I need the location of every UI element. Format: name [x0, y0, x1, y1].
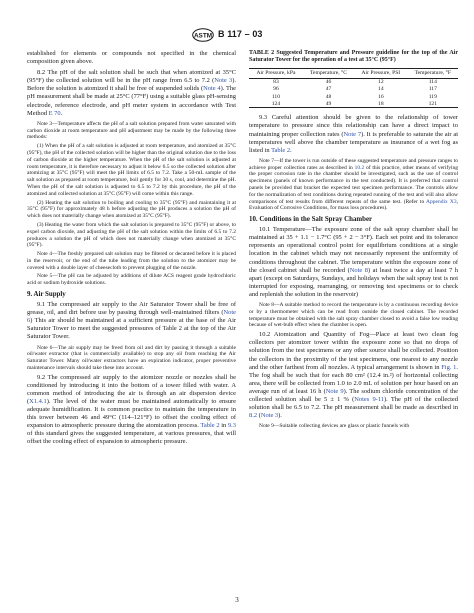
note-3-item-2: (2) Heating the salt solution to boiling and cooling to 35°C (95°F) and maintaining it at 35°C (95°F) for approximately 48 h before adjusting the pH produces a solution the pH of which does not materially change when atomized at 35°C (95°F).: [27, 199, 236, 220]
table-cell: 47: [325, 86, 332, 93]
note-4: Note 4—The freshly prepared salt solution may be filtered or decanted before it is placed in the reservoir, or the end of the tube leading from the solution to the atomizer may be covered with a double layer of cheesecloth to prevent plugging of the nozzle.: [27, 251, 236, 271]
paragraph-8-1-tail: established for elements or compounds not specified in the chemical composition given above.: [27, 50, 236, 66]
table-cell: 114: [428, 79, 437, 86]
link-10-2[interactable]: 10.2: [354, 164, 365, 171]
link-e70[interactable]: E 70: [48, 109, 61, 117]
table-header-row: [249, 68, 458, 78]
table-cell: 96: [273, 86, 279, 93]
note-3-item-3: (3) Heating the water from which the salt solution is prepared to 35°C (95°F) or above, to expel carbon dioxide, and adjusting the pH of the salt solution within the limits of 6.5 to 7.2 produces a solution the pH of which does not materially change when atomized at 35°C (95°F).: [27, 221, 236, 249]
page-number: 3: [235, 596, 239, 604]
table-cell: 121: [408, 100, 458, 108]
link-x1-4-1[interactable]: X1.4.1: [29, 398, 47, 406]
note-9: Note 9—Suitable collecting devices are glass or plastic funnels with: [259, 423, 410, 430]
paragraph-9-3: 9.3 Careful attention should be given to the relationship of tower temperature to pressure since this relationship can have a direct impact to maintaining proper collection rates (Note 7). It is preferable to saturate the air at temperatures well above the chamber temperature as insurance of a wet fog as listed in Table 2.: [249, 114, 459, 154]
note-6: Note 6—The air supply may be freed from oil and dirt by passing it through a suitable oil/water extractor (that is commercially available) to stop any oil from reaching the Air Saturator Tower. Many oil/water extractors have an expiration indicator, proper preventive maintenance intervals should take these into account.: [27, 344, 236, 371]
note-8: Note 8—A suitable method to record the temperature is by a continuous recording device or by a thermometer which can be read from outside the closed cabinet. The recorded temperature must be obtained with the salt spray chamber closed to avoid a false low reading because of wet-bulb effect when the chamber is open.: [249, 302, 458, 329]
link-table-2[interactable]: Table 2: [271, 146, 291, 154]
link-table-2[interactable]: Table 2: [200, 422, 220, 430]
note-5: Note 5—The pH can be adjusted by additions of dilute ACS reagent grade hydrochloric acid or sodium hydroxide solutions.: [27, 273, 236, 287]
table-cell: 14: [378, 86, 384, 93]
paragraph-10-1: 10.1 Temperature—The exposure zone of the salt spray chamber shall be maintained at 35 + 1.1 − 1.7°C (95 + 2 − 3°F). Each set point and its tolerance represents an operational control point for equilibrium conditions at a single location in the cabinet which may not necessarily represent the uniformity of conditions throughout the cabinet. The temperature within the exposure zone of the closed cabinet shall be recorded (Note 8) at least twice a day at least 7 h apart (except on Saturdays, Sundays, and holidays when the salt spray test is not interrupted for exposing, rearranging, or removing test specimens or to check and replenish the solution in the reservoir): [249, 226, 459, 298]
link-note-6[interactable]: Note 6: [27, 309, 236, 325]
note-3-item-1: (1) When the pH of a salt solution is adjusted at room temperature, and atomized at 35°C (95°F), the pH of the collected solution will be higher than the original solution due to the loss of carbon dioxide at the higher temperature. When the pH of the salt solution is adjusted at room temperature, it is therefore necessary to adjust it below 6.5 so the collected solution after atomizing at 35°C (95°F) will meet the pH limits of 6.5 to 7.2. Take a 50-mL sample of the salt solution as prepared at room temperature, boil gently for 30 s, cool, and determine the pH. When the pH of the salt solution is adjusted to 6.5 to 7.2 by this procedure, the pH of the atomized and collected solution at 35°C (95°F) will come within this range.: [27, 143, 236, 197]
link-fig-1[interactable]: Fig. 1: [441, 363, 457, 371]
table-cell: 117: [428, 86, 437, 93]
column-header: Air Pressure, PSI: [354, 68, 408, 78]
table-cell: 18: [354, 100, 408, 108]
link-8-2[interactable]: 8.2: [249, 412, 258, 420]
table-cell: 16: [378, 93, 384, 100]
left-column: [27, 50, 236, 450]
paragraph-8-2: 8.2 The pH of the salt solution shall be such that when atomized at 35°C (95°F) the collected solution will be in the pH range from 6.5 to 7.2 (Note 3). Before the solution is atomized it shall be free of suspended solids (Note 4). The pH measurement shall be made at 25°C (77°F) using a suitable glass pH-sensing electrode, reference electrode, and pH meter system in accordance with Test Method E 70.: [27, 69, 237, 117]
note-7: Note 7—If the tower is run outside of these suggested temperature and pressure ranges to achieve proper collection rates as described in 10.2 of this practice, other means of verifying the proper corrosion rate in the chamber should be investigated, such as the use of control specimens (panels of known performance in the test conducted). It is preferred that control panels be provided that bracket the expected test specimen performance. The controls allow for the normalization of test conditions during repeated running of the test and will also allow comparisons of test results from different repeats of the same test. (Refer to Appendix X3, Evaluation of Corrosive Conditions, for mass loss procedures).: [249, 157, 458, 212]
table-cell: 110: [271, 93, 281, 100]
table-cell: 48: [325, 93, 332, 100]
column-header: Temperature, °F: [408, 68, 458, 78]
note-3-intro: Note 3—Temperature affects the pH of a salt solution prepared from water saturated with carbon dioxide at room temperature and pH adjustment may be made by the following three methods:: [27, 120, 236, 141]
table-cell: 83: [273, 79, 279, 86]
table-2-title: TABLE 2 Suggested Temperature and Pressure guideline for the top of the Air Saturator Tower for the operation of a test at 35°C (95°F): [249, 50, 458, 64]
table-2: [249, 68, 458, 109]
link-note-8[interactable]: Note 8: [349, 266, 368, 274]
paragraph-9-1: 9.1 The compressed air supply to the Air Saturator Tower shall be free of grease, oil, and dirt before use by passing through well-maintained filters (Note 6) This air should be maintained at a sufficient pressure at the base of the Air Saturator Tower to meet the suggested pressures of Table 2 at the top of the Air Saturator Tower.: [27, 301, 236, 341]
link-appendix-x3[interactable]: Appendix X3: [426, 198, 457, 205]
link-note-3[interactable]: Note 3: [260, 412, 279, 420]
link-9-3[interactable]: 9.3: [227, 422, 236, 430]
paragraph-10-2: 10.2 Atomization and Quantity of Fog—Place at least two clean fog collectors per atomizer tower within the exposure zone so that no drops of solution from the test specimens or any other source shall be collected. Position the collectors in the proximity of the test specimens, one nearest to any nozzle and the other farthest from all nozzles. A typical arrangement is shown in Fig. 1. The fog shall be such that for each 80 cm² (12.4 in.²) of horizontal collecting area, there will be collected from 1.0 to 2.0 mL of solution per hour based on an average run of at least 16 h (Note 9). The sodium chloride concentration of the collected solution shall be 5 ± 1 % (Notes 9-11). The pH of the collected solution shall be 6.5 to 7.2. The pH measurement shall be made as described in 8.2 (Note 3).: [249, 331, 459, 420]
link-note-4[interactable]: Note 4: [203, 85, 221, 93]
paragraph-9-2: 9.2 The compressed air supply to the atomizer nozzle or nozzles shall be conditioned by introducing it into the bottom of a tower filled with water. A common method of introducing the air is through an air dispersion device (X1.4.1). The level of the water must be maintained automatically to ensure adequate humidification. It is common practice to maintain the temperature in this tower between 46 and 49°C (114–121°F) to offset the cooling effect of expansion to atmospheric pressure during the atomization process. Table 2 in 9.3 of this standard gives the suggested temperature, at various pressures, that will offset the cooling effect of expansion to atmospheric pressure.: [27, 373, 236, 446]
table-cell: 12: [378, 79, 384, 86]
astm-logo-icon: [192, 28, 214, 42]
table-row: [249, 78, 458, 86]
table-cell: 46: [325, 79, 332, 86]
table-cell: 124: [249, 100, 303, 108]
link-note-7[interactable]: Note 7: [343, 130, 362, 138]
link-notes-9-11[interactable]: Notes 9-11: [354, 395, 385, 403]
document-designation: B 117 – 03: [218, 29, 263, 39]
column-header: Temperature, °C: [303, 68, 354, 78]
table-row: [249, 86, 458, 93]
right-column: [249, 50, 458, 432]
section-10-heading: 10. Conditions in the Salt Spray Chamber: [249, 216, 373, 224]
page-header: [0, 28, 474, 42]
column-header: Air Pressure, kPa: [249, 68, 303, 78]
link-note-9[interactable]: Note 9: [325, 387, 344, 395]
table-cell: 49: [303, 100, 354, 108]
section-9-heading: 9. Air Supply: [27, 291, 66, 299]
table-cell: 119: [428, 93, 437, 100]
table-row: [249, 93, 458, 100]
table-row: [249, 100, 458, 108]
svg-text:ASTM: ASTM: [193, 32, 213, 40]
link-note-3[interactable]: Note 3: [214, 77, 233, 85]
